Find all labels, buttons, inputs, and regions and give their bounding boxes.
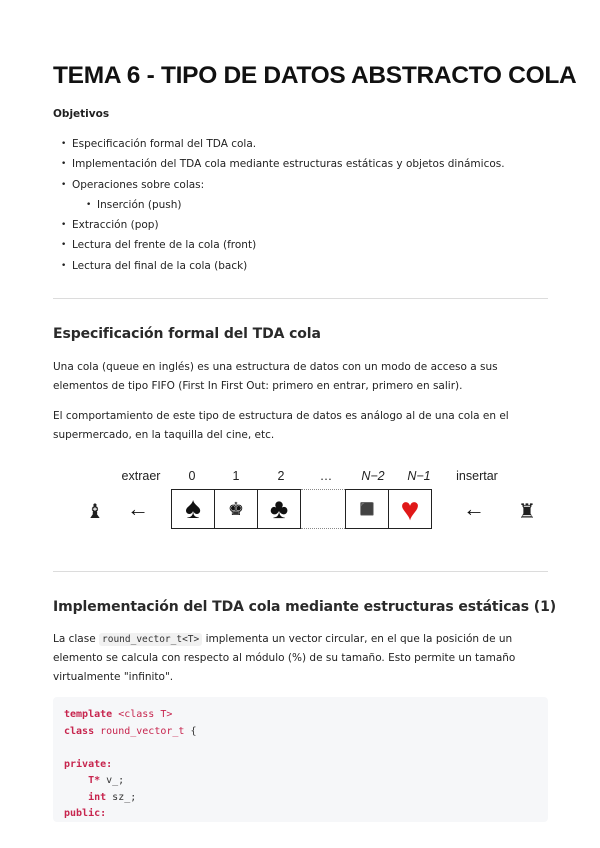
inline-code: round_vector_t<T> [99,633,202,646]
list-item: • Operaciones sobre colas: [53,175,505,195]
code-text: { [184,725,197,737]
club-icon: ♣ [269,493,289,524]
queue-cell-ellipsis [301,489,345,529]
section-heading-specification: Especificación formal del TDA cola [53,326,321,342]
code-keyword: template [64,709,113,720]
code-class-name: round_vector_t [94,725,185,737]
index-label: N−2 [361,469,385,483]
index-label: … [319,469,333,483]
code-line [64,773,548,790]
index-label: N−1 [407,469,431,483]
queue-cell [388,489,432,529]
queue-cell [257,489,301,529]
list-item: • Especificación formal del TDA cola. [53,134,505,154]
code-line [64,724,548,741]
section-divider [53,571,548,572]
code-keyword: public: [64,808,107,819]
list-item: • Inserción (push) [53,195,505,215]
list-item: • Implementación del TDA cola mediante estructuras estáticas y objetos dinámicos. [53,154,505,174]
code-text: v_; [100,775,125,786]
code-line [64,806,548,823]
page-title: TEMA 6 - TIPO DE DATOS ABSTRACTO COLA [53,62,577,89]
queue-cell [171,489,215,529]
objectives-list [53,134,505,276]
code-line [64,707,548,724]
index-label: 2 [277,469,285,483]
index-label: 0 [188,469,196,483]
code-line [64,757,548,774]
code-keyword: private: [64,758,113,770]
text-span: implementa un vector circular, en el que la posición de un [202,633,513,645]
paragraph-line: virtualmente "infinito". [53,671,174,683]
list-item: • Lectura del final de la cola (back) [53,256,505,276]
queue-cell [214,489,258,529]
extract-label: extraer [121,469,161,483]
queue-cell [345,489,389,529]
objectives-label: Objetivos [53,108,110,120]
code-text: sz_; [106,791,137,803]
left-arrow-icon: ← [127,496,149,521]
code-line [64,740,548,757]
section-divider [53,298,548,299]
list-item: • Extracción (pop) [53,215,505,235]
king-icon: ♚ [227,498,245,519]
code-type: T* [64,775,101,786]
index-label: 1 [232,469,240,483]
box-icon: ⬛ [359,502,375,516]
text-span: La clase [53,633,100,645]
code-block [53,697,548,822]
paragraph-line: Una cola (queue en inglés) es una estructura de datos con un modo de acceso a sus [53,361,498,373]
bishop-icon: ♝ [86,501,104,523]
code-keyword: class [64,725,95,737]
list-item: • Lectura del frente de la cola (front) [53,235,505,255]
insert-label: insertar [456,469,498,483]
left-arrow-icon: ← [463,496,485,521]
code-line [64,790,548,807]
paragraph-line: supermercado, en la taquilla del cine, etc. [53,429,275,441]
section-heading-implementation: Implementación del TDA cola mediante estructuras estáticas (1) [53,599,557,615]
code-text: <class T> [112,709,173,720]
heart-icon: ♥ [400,491,420,527]
paragraph-line: El comportamiento de este tipo de estructura de datos es análogo al de una cola en el [53,410,509,422]
code-type: int [64,791,107,803]
paragraph-line [53,629,548,650]
paragraph-line: elemento se calcula con respecto al módulo (%) de su tamaño. Esto permite un tamaño [53,652,516,664]
queue-diagram [53,464,548,544]
spade-icon: ♠ [185,492,201,525]
rook-icon: ♜ [518,501,536,523]
paragraph-line: elementos de tipo FIFO (First In First Out: primero en entrar, primero en salir). [53,380,463,392]
